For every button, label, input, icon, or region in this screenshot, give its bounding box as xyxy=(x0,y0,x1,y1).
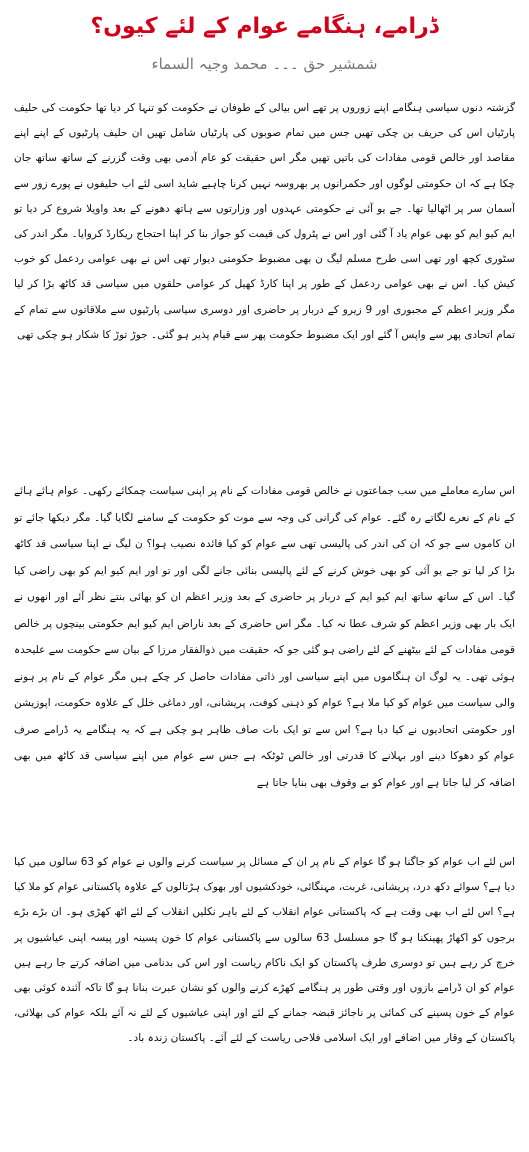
article-paragraph-1: گزشتہ دنوں سیاسی ہنگامے اپنے زوروں پر تھے اس بیالی کے طوفان نے حکومت کو تنہا کر دیا تھا حکومت کی حلیف پارٹیاں اس کی حریف بن چکی تھیں جس میں تمام صوبوں کی پارٹیاں شامل تھیں ان حلیف پارٹیوں کے اپنے اپنے مقاصد اور خالص قومی مفادات کی باتیں تھیں مگر اس حقیقت کو عام آدمی بھی وقت گزرنے کے ساتھ ساتھ جان چکا ہے کہ ان حکومتی لوگوں اور حکمرانوں پر بھروسہ نہیں کرنا چاہیے شاید اسی لئے اب حلیفوں نے پورے زور سے آسمان سر پر اٹھالیا تھا۔ جے یو آئی نے حکومتی عہدوں اور وزارتوں سے ہاتھ دھونے کے بعد واویلا شروع کر دیا تو ایم کیو ایم کو بھی عوام یاد آ گئی اور اس نے پٹرول کی قیمت کو جواز بنا کر اپنا احتجاج ریکارڈ کروایا۔ مگر اندر کی سٹوری کچھ اور تھی اسی طرح مسلم لیگ ن بھی مضبوط حکومتی دیوار تھی اس نے بھی عوامی ردعمل کو خوب کیش کیا۔ اس نے بھی عوامی ردعمل کے طور پر اپنا کارڈ کھیل کر عوامی حلقوں میں سیاسی قد کاٹھ بڑا کر لیا مگر وزیر اعظم کے مجبوری اور 9 زیرو کے دربار پر حاضری اور دوسری سیاسی پارٹیوں سے ملاقاتوں سے تمام کے تمام اتحادی پھر سے واپس آ گئے اور ایک مضبوط حکومت پھر سے قیام پذیر ہو گئی۔ جوڑ توڑ کا شکار ہو چکی تھی xyxy=(14,102,515,341)
article-paragraph-3: اس لئے اب عوام کو جاگنا ہو گا عوام کے نام پر ان کے مسائل پر سیاست کرنے والوں نے عوام کو 63 سالوں میں کیا دیا ہے؟ سوائے دکھ درد، پریشانی، غربت، مہنگائی، خودکشیوں اور بھوک ہڑتالوں کے علاوہ پاکستانی عوام کو ملا کیا ہے؟ اس لئے اب بھی وقت ہے کہ پاکستانی عوام انقلاب کے لئے باہر نکلیں انقلاب کے لئے اٹھ کھڑی ہو۔ ان بڑے بڑے برجوں کو اکھاڑ پھینکنا ہو گا جو مسلسل 63 سالوں سے پاکستانی عوام کا خون پسینہ اور پیسہ اپنی عیاشیوں پر خرچ کر رہے ہیں تو دوسری طرف پاکستان کو ایک ناکام ریاست اور اس کی بدنامی میں اضافہ کرتے جا رہے ہیں عوام کو ان ڈرامے بازوں اور وقتی طور پر ہنگامے کھڑے کرنے والوں کو نشان عبرت بنانا ہو گا تاکہ آئندہ کوئی بھی عوام کے خون پسینے کی کمائی پر ناجائز قبضہ جمانے کے لئے اور اپنی عیاشیوں کے لئے نہ آئے بلکہ عوام کی بھلائی، پاکستان کے وقار میں اضافے اور ایک اسلامی فلاحی ریاست کے لئے آئے۔ پاکستان زندہ باد۔ xyxy=(14,856,515,1045)
article-byline: شمشیر حق ۔۔۔ محمد وجیہ السماء xyxy=(151,55,378,73)
article-title: ڈرامے، ہنگامے عوام کے لئے کیوں؟ xyxy=(90,14,439,39)
article-paragraph-2: اس سارے معاملے میں سب جماعتوں نے خالص قومی مفادات کے نام پر اپنی سیاست چمکائے رکھی۔ عوام ہائے ہائے کے نام کے نعرے لگاتے رہ گئے۔ عوام کی گرانی کی وجہ سے موت کو حکومت کے سامنے لگایا گیا۔ مگر دیکھا جائے تو ان کاموں سے جو کہ ان کی اندر کی پالیسی تھی سے عوام کو کیا فائدہ نصیب ہوا؟ ن لیگ نے اپنا سیاسی قد کاٹھ بڑا کر لیا تو جے یو آئی کو بھی خوش کرنے کے لئے پالیسی بنائی جانے لگی اور تو اور ایم کیو ایم کو بھی راضی کیا گیا۔ اس کے ساتھ ساتھ ایم کیو ایم کے دربار پر حاضری کے بعد وزیر اعظم ان کو بھائی بنتے نظر آئے اور انھوں نے ایک بار بھی وزیر اعظم کو شرف عطا نہ کیا۔ مگر اس حاضری کے بعد ناراض ایم کیو ایم حکومتی بینچوں پر خالص قومی مفادات کے لئے بیٹھنے کے لئے راضی ہو گئی جو کہ حقیقت میں ذوالفقار مرزا کے بیان سے حکومت سے علیحدہ ہوئی تھی۔ یہ لوگ ان ہنگاموں میں اپنے سیاسی اور ذاتی مفادات حاصل کر چکے ہیں مگر عوام کے نام پر ہونے والی سیاست میں عوام کو کیا ملا ہے؟ عوام کو ذہنی کوفت، پریشانی، اور دماغی خلل کے علاوہ حکومت، اپوزیشن اور حکومتی اتحادیوں نے کیا دیا ہے؟ اس سے تو ایک بات صاف ظاہر ہو چکی ہے کہ یہ ہنگامے یہ ڈرامے صرف عوام کو دھوکا دینے اور بہلانے کا قدرتی اور خالص ٹوٹکہ ہے جس سے عوام میں اپنے سیاسی قد کاٹھ میں بھی اضافہ کر لیا جاتا ہے اور عوام کو بے وقوف بھی بنایا جاتا ہے xyxy=(14,485,515,789)
